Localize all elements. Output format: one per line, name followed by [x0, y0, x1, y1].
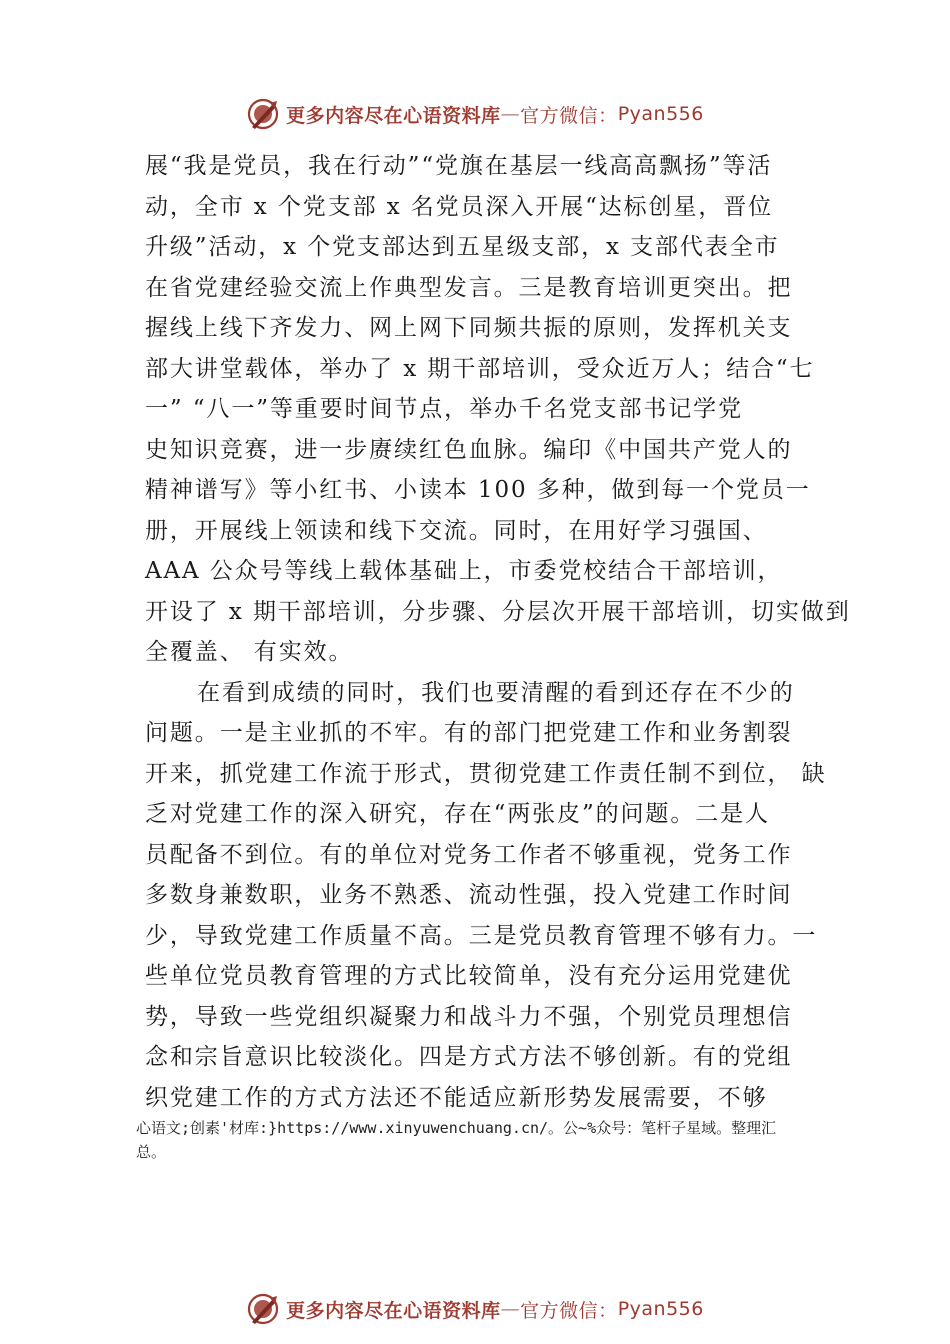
quill-logo-icon [246, 97, 280, 131]
paragraph-start-line: 在看到成绩的同时，我们也要清醒的看到还存在不少的 [197, 679, 795, 706]
text-line: 问题。一是主业抓的不牢。有的部门把党建工作和业务割裂 [145, 720, 793, 746]
text-line: 握线上线下齐发力、网上网下同频共振的原则，发挥机关支 [145, 315, 793, 341]
footnote-line: 总。 [136, 1143, 167, 1161]
text-line: 开设了 x 期干部培训，分步骤、分层次开展干部培训，切实做到 [145, 598, 851, 625]
text-line: 念和宗旨意识比较淡化。四是方式方法不够创新。有的党组 [145, 1044, 793, 1070]
banner-separator: — [500, 1298, 521, 1320]
banner-wechat-label: 官方微信： [520, 1299, 618, 1322]
footnote [136, 1116, 836, 1164]
text-line: 织党建工作的方式方法还不能适应新形势发展需要，不够 [145, 1084, 768, 1111]
text-line: AAA 公众号等线上载体基础上，市委党校结合干部培训， [145, 558, 783, 584]
banner-separator: — [500, 103, 521, 125]
footnote-line: 心语文;创素'材库:}https://www.xinyuwenchuang.cn/。公~%众号：笔杆子星域。整理汇 [136, 1119, 777, 1137]
text-line: 多数身兼数职，业务不熟悉、流动性强，投入党建工作时间 [145, 882, 793, 908]
text-line: 少，导致党建工作质量不高。三是党员教育管理不够有力。一 [145, 922, 818, 949]
text-line: 史知识竞赛，进一步赓续红色血脉。编印《中国共产党人的 [145, 436, 793, 463]
text-line: 乏对党建工作的深入研究，存在“两张皮”的问题。二是人 [145, 801, 770, 827]
footer-banner [0, 1289, 950, 1329]
text-line: 动，全市 x 个党支部 x 名党员深入开展“达标创星，晋位 [145, 193, 774, 220]
banner-library-text: 更多内容尽在心语资料库 [286, 1299, 501, 1322]
text-line: 些单位党员教育管理的方式比较简单，没有充分运用党建优 [145, 963, 793, 989]
text-line: 势，导致一些党组织凝聚力和战斗力不强，个别党员理想信 [145, 1003, 793, 1030]
text-line: 在省党建经验交流上作典型发言。三是教育培训更突出。把 [145, 274, 793, 301]
text-line: 部大讲堂载体，举办了 x 期干部培训，受众近万人；结合“七 [145, 355, 815, 382]
document-body [145, 146, 851, 1118]
header-banner [0, 94, 950, 134]
text-line: 全覆盖、 有实效。 [145, 639, 354, 665]
text-line: 展“我是党员，我在行动”“党旗在基层一线高高飘扬”等活 [145, 153, 773, 179]
quill-logo-icon [246, 1292, 280, 1326]
banner-wechat-label: 官方微信： [520, 104, 618, 127]
text-line: 一” “八一”等重要时间节点，举办千名党支部书记学党 [145, 396, 743, 422]
banner-wechat-handle: Pyan556 [617, 1298, 704, 1320]
text-line: 精神谱写》等小红书、小读本 100 多种，做到每一个党员一 [145, 477, 811, 503]
text-line: 员配备不到位。有的单位对党务工作者不够重视，党务工作 [145, 841, 793, 868]
text-line: 开来，抓党建工作流于形式，贯彻党建工作责任制不到位， 缺 [145, 760, 827, 787]
text-line: 升级”活动，x 个党支部达到五星级支部，x 支部代表全市 [145, 234, 780, 260]
text-line: 册，开展线上领读和线下交流。同时，在用好学习强国、 [145, 517, 768, 544]
banner-library-text: 更多内容尽在心语资料库 [286, 104, 501, 127]
banner-wechat-handle: Pyan556 [617, 103, 704, 125]
